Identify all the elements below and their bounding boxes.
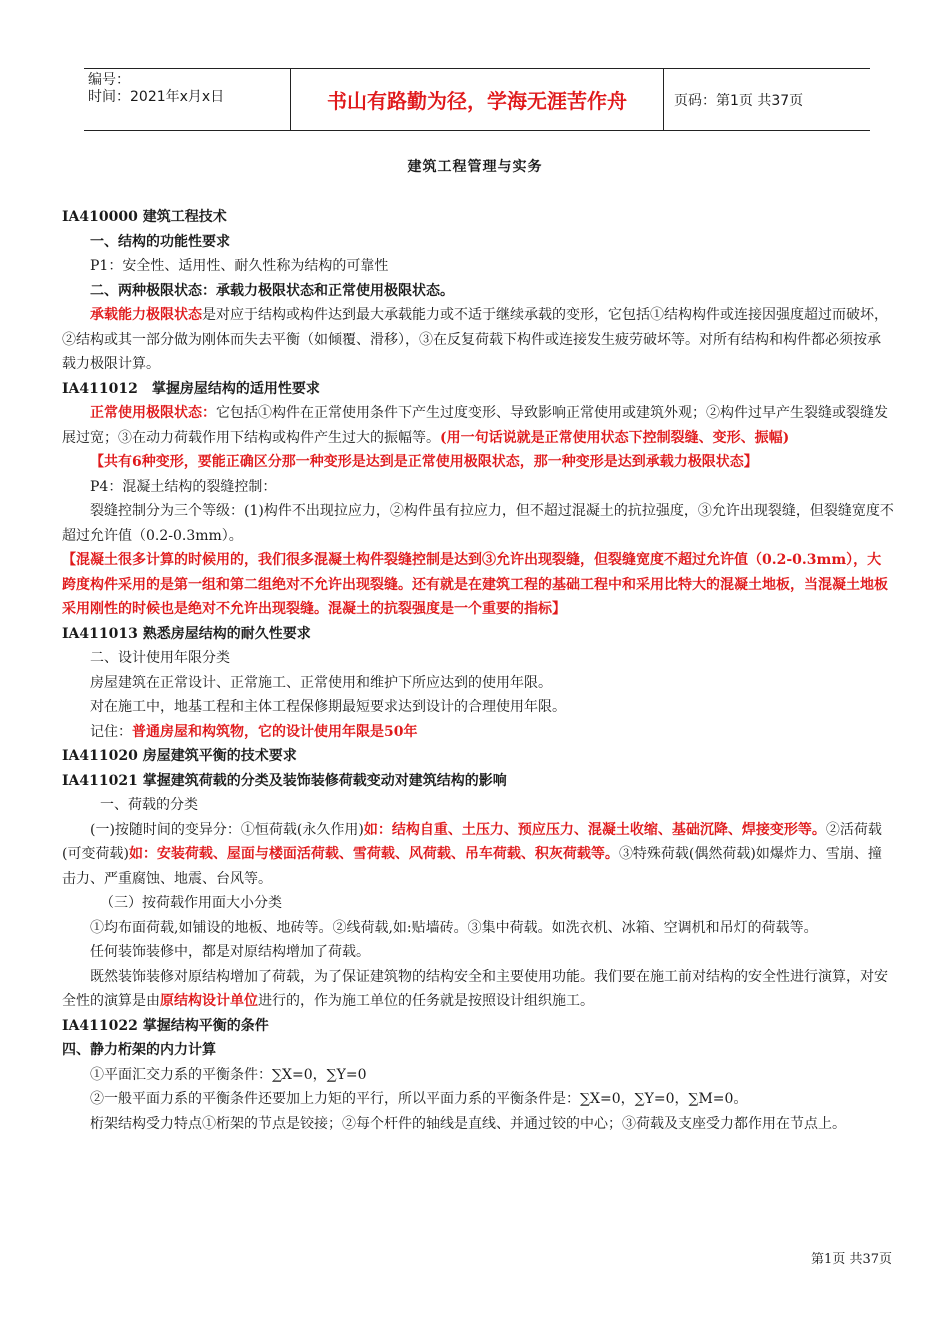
header-motto: 书山有路勤为径，学海无涯苦作舟	[291, 69, 664, 130]
paragraph: 对在施工中，地基工程和主体工程保修期最短要求达到设计的合理使用年限。	[90, 699, 566, 715]
section-heading: IA410000 建筑工程技术	[62, 209, 227, 225]
paragraph-text: ③特殊荷载(偶然荷载)如爆炸力、雪崩、撞击力、严重腐蚀、地震、台风等。	[62, 846, 882, 887]
paragraph: ①平面汇交力系的平衡条件：∑X=0，∑Y=0	[90, 1066, 367, 1083]
paragraph	[62, 965, 894, 1014]
subsection-heading: （三）按荷载作用面大小分类	[100, 895, 282, 911]
paragraph-text: (一)按随时间的变异分：①恒荷载(永久作用)	[90, 821, 364, 838]
paragraph: 桁架结构受力特点①桁架的节点是铰接；②每个杆件的轴线是直线、并通过铰的中心；③荷载及支座受力都作用在节点上。	[90, 1115, 846, 1132]
paragraph	[62, 818, 894, 892]
paragraph: ②一般平面力系的平衡条件还要加上力矩的平行，所以平面力系的平衡条件是：∑X=0，∑Y=0，∑M=0。	[90, 1091, 748, 1107]
section-heading: IA411021 掌握建筑荷载的分类及装饰装修荷载变动对建筑结构的影响	[62, 772, 507, 789]
highlight-paragraph: 【混凝土很多计算的时候用的，我们很多混凝土构件裂缝控制是达到③允许出现裂缝，但裂缝宽度不超过允许值（0.2-0.3mm），大跨度构件采用的是第一组和第二组绝对不允许出现裂缝。还有就是在建筑工程的基础工程中和采用比特大的混凝土地板，当混凝土地板采用刚性的时候也是绝对不允许出现裂缝。混凝土的抗裂强度是一个重要的指标】	[62, 552, 888, 617]
paragraph: P1：安全性、适用性、耐久性称为结构的可靠性	[90, 258, 389, 274]
section-heading: IA411012 掌握房屋结构的适用性要求	[62, 380, 320, 397]
paragraph	[62, 303, 894, 377]
page-header	[84, 68, 870, 131]
document-body	[62, 205, 894, 1136]
paragraph-text: 既然装饰装修对原结构增加了荷载，为了保证建筑物的结构安全和主要使用功能。我们要在施工前对结构的安全性进行演算，对安全性的演算是由	[62, 968, 888, 1009]
header-page-label: 页码：第1页 共37页	[674, 92, 804, 109]
subsection-heading: 一、荷载的分类	[100, 797, 198, 813]
highlight-text: 如：结构自重、土压力、预应压力、混凝土收缩、基础沉降、焊接变形等。	[363, 821, 826, 838]
paragraph-text: ②活荷载(可变荷载)	[62, 821, 882, 862]
highlight-text: 承载能力极限状态	[90, 307, 202, 323]
paragraph-text: 进行的，作为施工单位的任务就是按照设计组织施工。	[258, 993, 594, 1009]
paragraph: ①均布面荷载,如铺设的地板、地砖等。②线荷载,如:贴墙砖。③集中荷载。如洗衣机、冰箱、空调机和吊灯的荷载等。	[90, 919, 818, 936]
paragraph: 裂缝控制分为三个等级：(1)构件不出现拉应力，②构件虽有拉应力，但不超过混凝土的抗拉强度，③允许出现裂缝，但裂缝宽度不超过允许值（0.2-0.3mm）。	[62, 503, 894, 544]
section-heading: IA411022 掌握结构平衡的条件	[62, 1017, 269, 1034]
paragraph	[62, 720, 894, 745]
paragraph	[62, 401, 894, 450]
section-heading: IA411013 熟悉房屋结构的耐久性要求	[62, 625, 311, 642]
header-meta-cell	[84, 69, 291, 130]
paragraph-text: 它包括①构件在正常使用条件下产生过度变形、导致影响正常使用或建筑外观；②构件过早产生裂缝或裂缝发展过宽；③在动力荷载作用下结构或构件产生过大的振幅等。	[62, 405, 888, 446]
subsection-heading: 二、设计使用年限分类	[90, 650, 230, 666]
paragraph-text: 记住：	[90, 723, 132, 740]
paragraph-text: 是对应于结构或构件达到最大承载能力或不适于继续承载的变形，它包括①结构构件或连接因强度超过而破坏，②结构或其一部分做为刚体而失去平衡（如倾覆、滑移），③在反复荷载下构件或连接发生疲劳破坏等。对所有结构和构件都必须按承载力极限计算。	[62, 307, 888, 372]
highlight-text: (用一句话说就是正常使用状态下控制裂缝、变形、振幅)	[440, 429, 790, 446]
highlight-text: 如：安装荷载、屋面与楼面活荷载、雪荷载、风荷载、吊车荷载、积灰荷载等。	[128, 846, 619, 862]
document-time-label: 时间：2021年x月x日	[88, 89, 225, 105]
paragraph: P4：混凝土结构的裂缝控制：	[90, 478, 277, 495]
subsection-heading: 四、静力桁架的内力计算	[62, 1042, 216, 1058]
document-number-label: 编号：	[88, 72, 130, 88]
subsection-heading: 二、两种极限状态：承载力极限状态和正常使用极限状态。	[90, 282, 454, 299]
page-footer: 第1页 共37页	[811, 1252, 892, 1267]
paragraph: 任何装饰装修中，都是对原结构增加了荷载。	[90, 944, 370, 960]
highlight-text: 正常使用极限状态：	[90, 405, 216, 421]
highlight-paragraph: 【共有6种变形，要能正确区分那一种变形是达到是正常使用极限状态，那一种变形是达到承载力极限状态】	[90, 454, 758, 470]
paragraph: 房屋建筑在正常设计、正常施工、正常使用和维护下所应达到的使用年限。	[90, 674, 552, 691]
highlight-text: 原结构设计单位	[160, 993, 258, 1009]
subsection-heading: 一、结构的功能性要求	[90, 233, 230, 250]
highlight-text: 普通房屋和构筑物，它的设计使用年限是50年	[132, 723, 418, 740]
document-title: 建筑工程管理与实务	[407, 159, 543, 175]
section-heading: IA411020 房屋建筑平衡的技术要求	[62, 748, 297, 764]
